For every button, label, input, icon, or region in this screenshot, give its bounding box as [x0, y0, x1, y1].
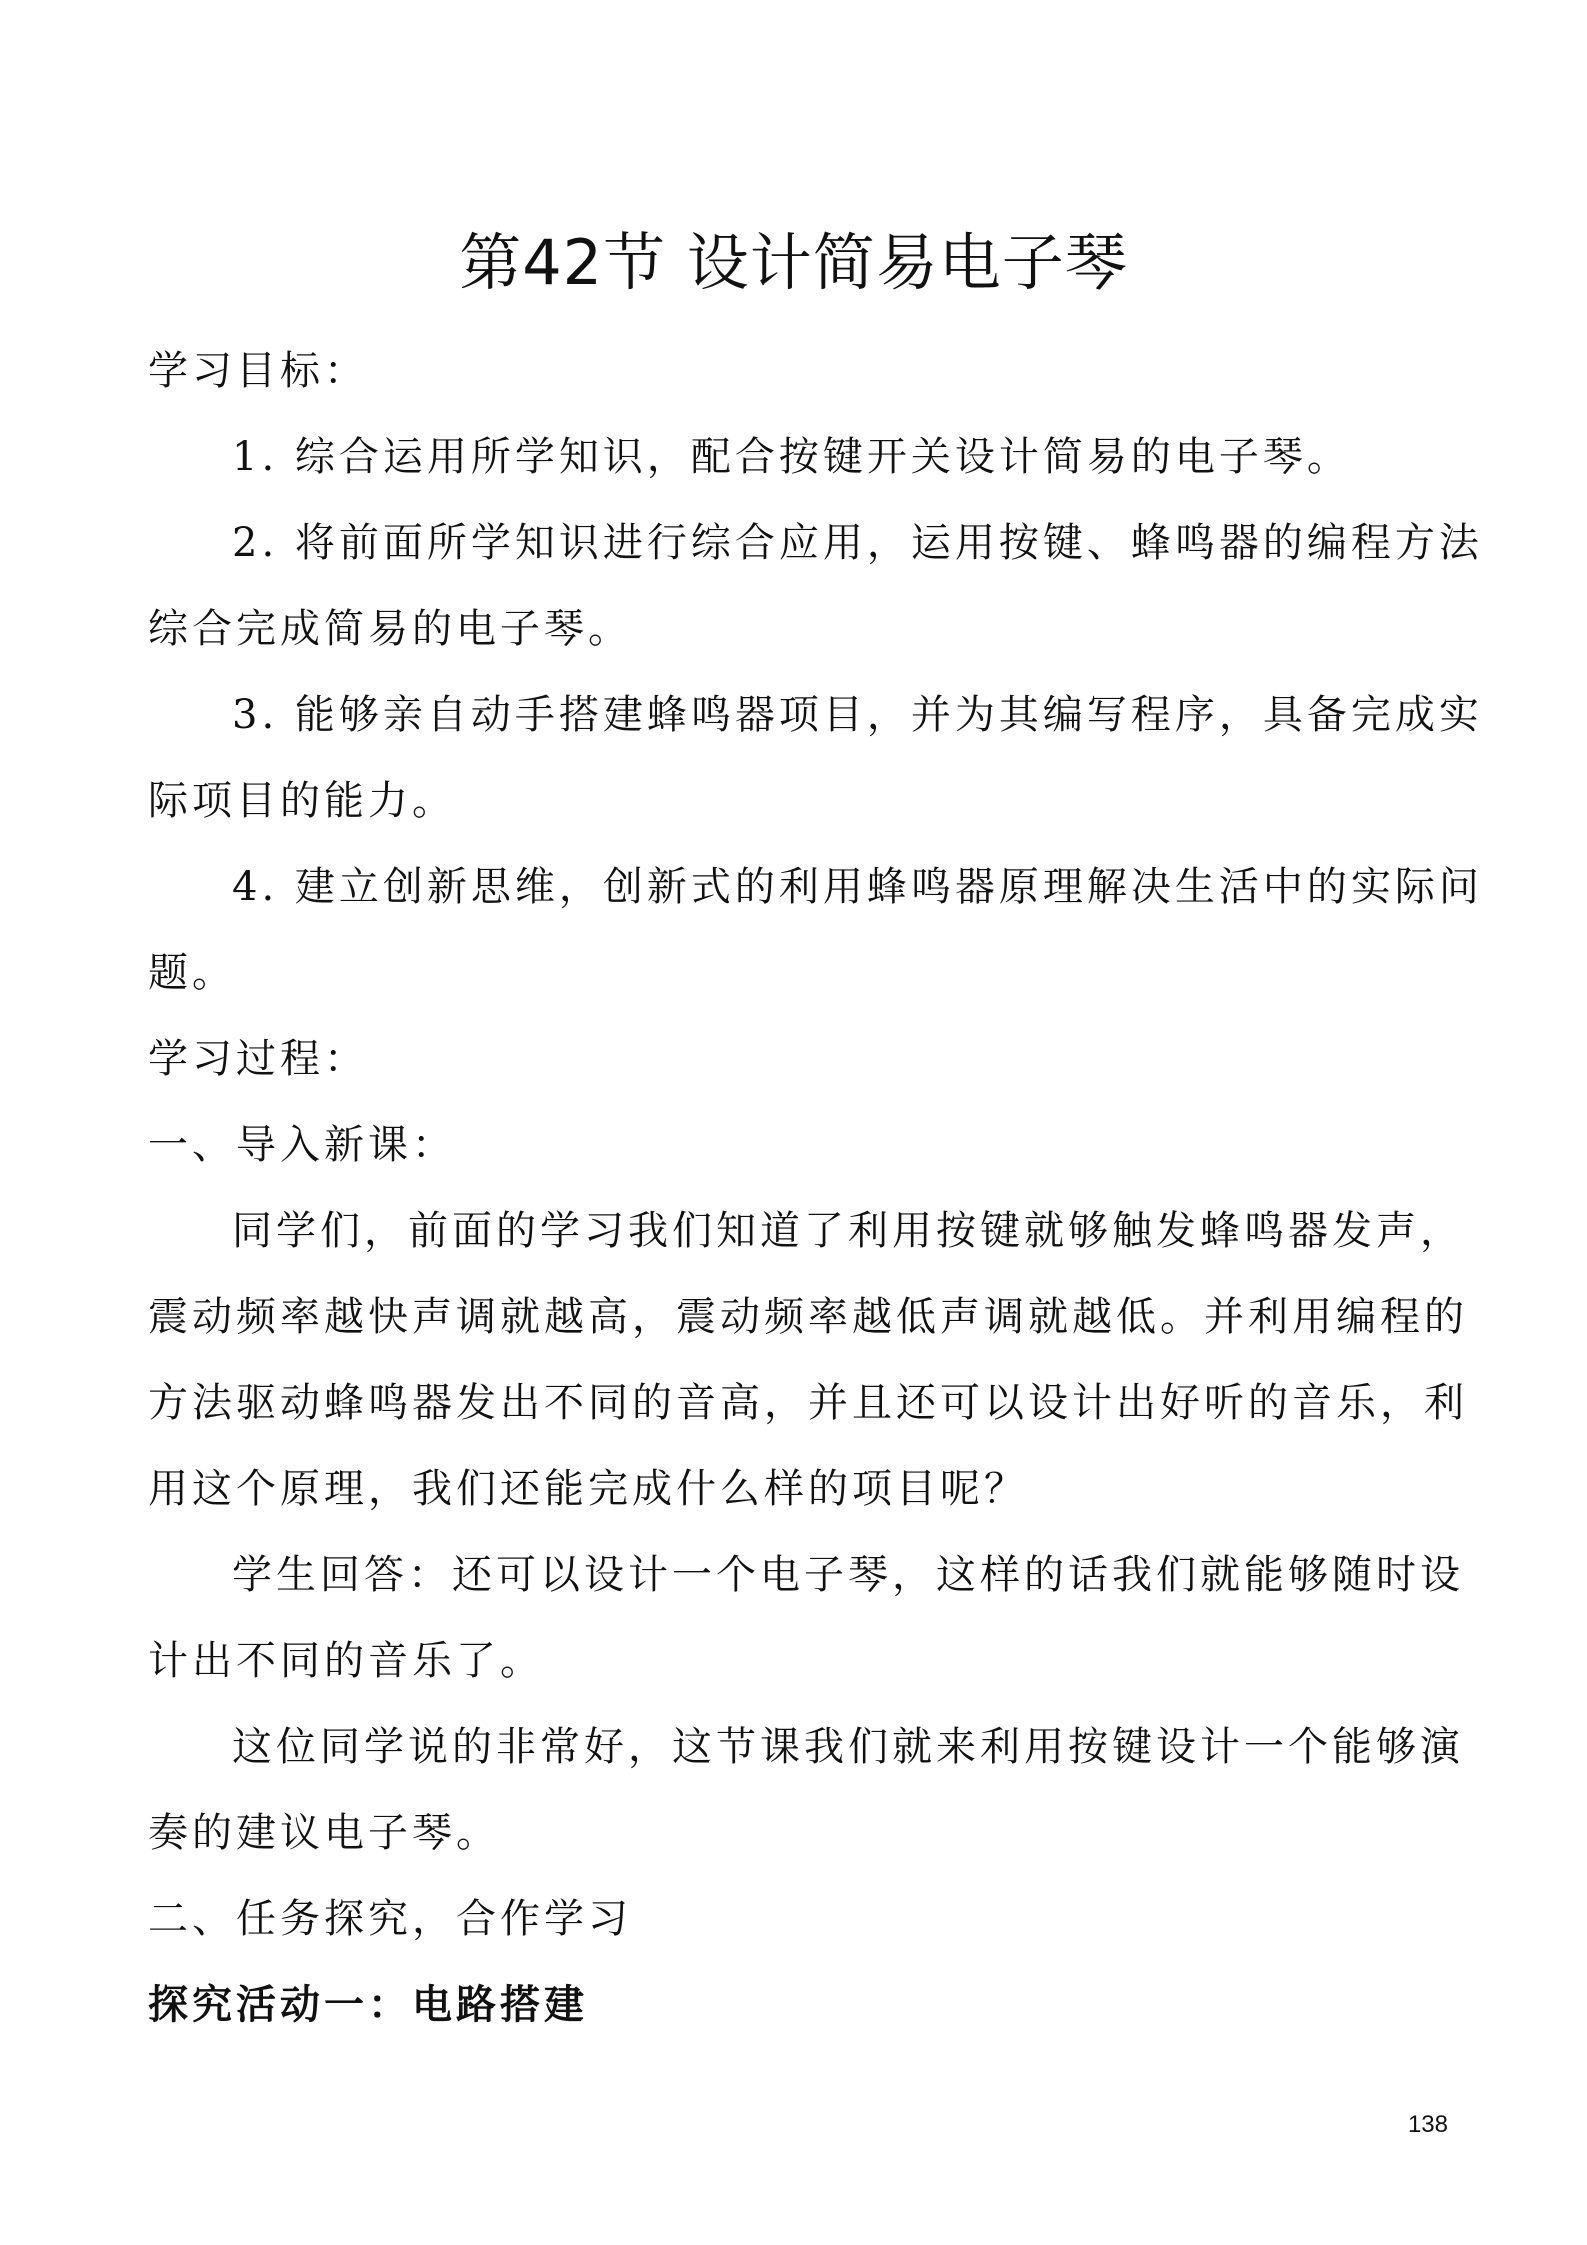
intro-paragraph-line-3: 方法驱动蜂鸣器发出不同的音高，并且还可以设计出好听的音乐，利: [148, 1380, 1468, 1426]
intro-paragraph-line-4: 用这个原理，我们还能完成什么样的项目呢？: [148, 1466, 1028, 1512]
objective-3-line-1: 3. 能够亲自动手搭建蜂鸣器项目，并为其编写程序，具备完成实: [232, 692, 1483, 738]
intro-paragraph-line-2: 震动频率越快声调就越高，震动频率越低声调就越低。并利用编程的: [148, 1294, 1468, 1340]
objective-1: 1. 综合运用所学知识，配合按键开关设计简易的电子琴。: [232, 434, 1351, 480]
student-answer-line-1: 学生回答：还可以设计一个电子琴，这样的话我们就能够随时设: [232, 1552, 1464, 1598]
objective-2-line-2: 综合完成简易的电子琴。: [148, 606, 632, 652]
student-answer-line-2: 计出不同的音乐了。: [148, 1638, 544, 1684]
page-number: 138: [1407, 2111, 1448, 2138]
objective-2-line-1: 2. 将前面所学知识进行综合应用，运用按键、蜂鸣器的编程方法: [232, 520, 1483, 566]
objective-4-line-1: 4. 建立创新思维，创新式的利用蜂鸣器原理解决生活中的实际问: [232, 864, 1483, 910]
heading-learning-process: 学习过程：: [148, 1036, 368, 1082]
heading-learning-objectives: 学习目标：: [148, 348, 368, 394]
objective-4-line-2: 题。: [148, 950, 236, 996]
teacher-reply-line-2: 奏的建议电子琴。: [148, 1810, 500, 1856]
section-1-heading: 一、导入新课：: [148, 1122, 456, 1168]
activity-1-heading: 探究活动一：电路搭建: [148, 1981, 588, 2028]
objective-3-line-2: 际项目的能力。: [148, 778, 456, 824]
teacher-reply-line-1: 这位同学说的非常好，这节课我们就来利用按键设计一个能够演: [232, 1724, 1464, 1770]
page-title: 第42节 设计简易电子琴: [459, 226, 1128, 299]
intro-paragraph-line-1: 同学们，前面的学习我们知道了利用按键就够触发蜂鸣器发声，: [232, 1208, 1464, 1254]
section-2-heading: 二、任务探究，合作学习: [148, 1896, 632, 1942]
